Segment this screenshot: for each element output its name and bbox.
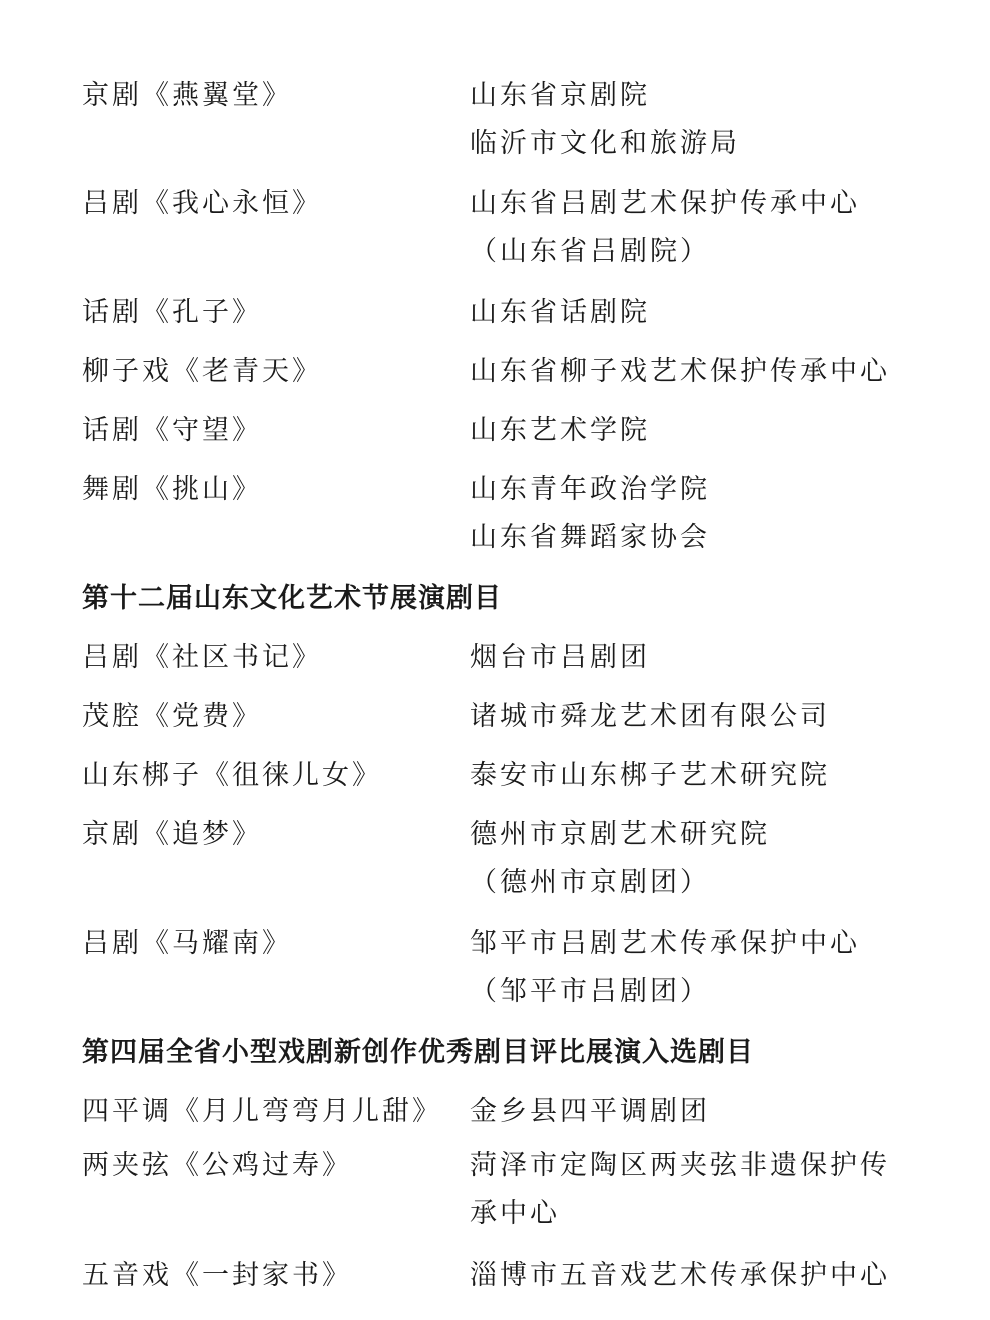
- organization: [470, 1142, 890, 1238]
- play-title: 话剧《孔子》: [82, 297, 262, 328]
- organization-line: 山东青年政治学院: [470, 474, 710, 505]
- section-heading: 第十二届山东文化艺术节展演剧目: [82, 583, 502, 614]
- play-title: 柳子戏《老青天》: [82, 356, 322, 387]
- organization: [470, 348, 890, 396]
- organization-line: 山东省柳子戏艺术保护传承中心: [470, 356, 890, 387]
- organization-line: 烟台市吕剧团: [470, 642, 650, 673]
- organization-line: 山东省舞蹈家协会: [470, 522, 710, 553]
- organization: [470, 180, 860, 276]
- organization: [470, 634, 650, 682]
- organization: [470, 693, 830, 741]
- organization: [470, 1088, 710, 1136]
- organization: [470, 72, 740, 168]
- organization: [470, 920, 860, 1016]
- organization-line: 山东省吕剧艺术保护传承中心: [470, 188, 860, 219]
- play-title: 五音戏《一封家书》: [82, 1260, 352, 1291]
- organization-line: 山东省京剧院: [470, 80, 650, 111]
- organization-line: 德州市京剧艺术研究院: [470, 819, 770, 850]
- organization: [470, 1252, 890, 1300]
- section-heading: 第四届全省小型戏剧新创作优秀剧目评比展演入选剧目: [82, 1037, 754, 1068]
- organization: [470, 407, 650, 455]
- organization-line: 山东艺术学院: [470, 415, 650, 446]
- organization: [470, 289, 650, 337]
- organization: [470, 466, 710, 562]
- play-title: 话剧《守望》: [82, 415, 262, 446]
- organization: [470, 811, 770, 907]
- play-title: 吕剧《马耀南》: [82, 928, 292, 959]
- organization: [470, 752, 830, 800]
- organization-line: 山东省话剧院: [470, 297, 650, 328]
- organization-line: 菏泽市定陶区两夹弦非遗保护传: [470, 1150, 890, 1181]
- play-title: 吕剧《社区书记》: [82, 642, 322, 673]
- play-title: 山东梆子《徂徕儿女》: [82, 760, 382, 791]
- organization-line: 金乡县四平调剧团: [470, 1096, 710, 1127]
- organization-line: 承中心: [470, 1198, 560, 1229]
- play-title: 京剧《追梦》: [82, 819, 262, 850]
- organization-line: （山东省吕剧院）: [470, 236, 710, 267]
- organization-line: 泰安市山东梆子艺术研究院: [470, 760, 830, 791]
- play-title: 两夹弦《公鸡过寿》: [82, 1150, 352, 1181]
- play-title: 京剧《燕翼堂》: [82, 80, 292, 111]
- play-title: 吕剧《我心永恒》: [82, 188, 322, 219]
- organization-line: 淄博市五音戏艺术传承保护中心: [470, 1260, 890, 1291]
- play-title: 四平调《月儿弯弯月儿甜》: [82, 1096, 442, 1127]
- organization-line: （德州市京剧团）: [470, 867, 710, 898]
- organization-line: 临沂市文化和旅游局: [470, 128, 740, 159]
- play-title: 茂腔《党费》: [82, 701, 262, 732]
- organization-line: 诸城市舜龙艺术团有限公司: [470, 701, 830, 732]
- play-title: 舞剧《挑山》: [82, 474, 262, 505]
- organization-line: 邹平市吕剧艺术传承保护中心: [470, 928, 860, 959]
- organization-line: （邹平市吕剧团）: [470, 976, 710, 1007]
